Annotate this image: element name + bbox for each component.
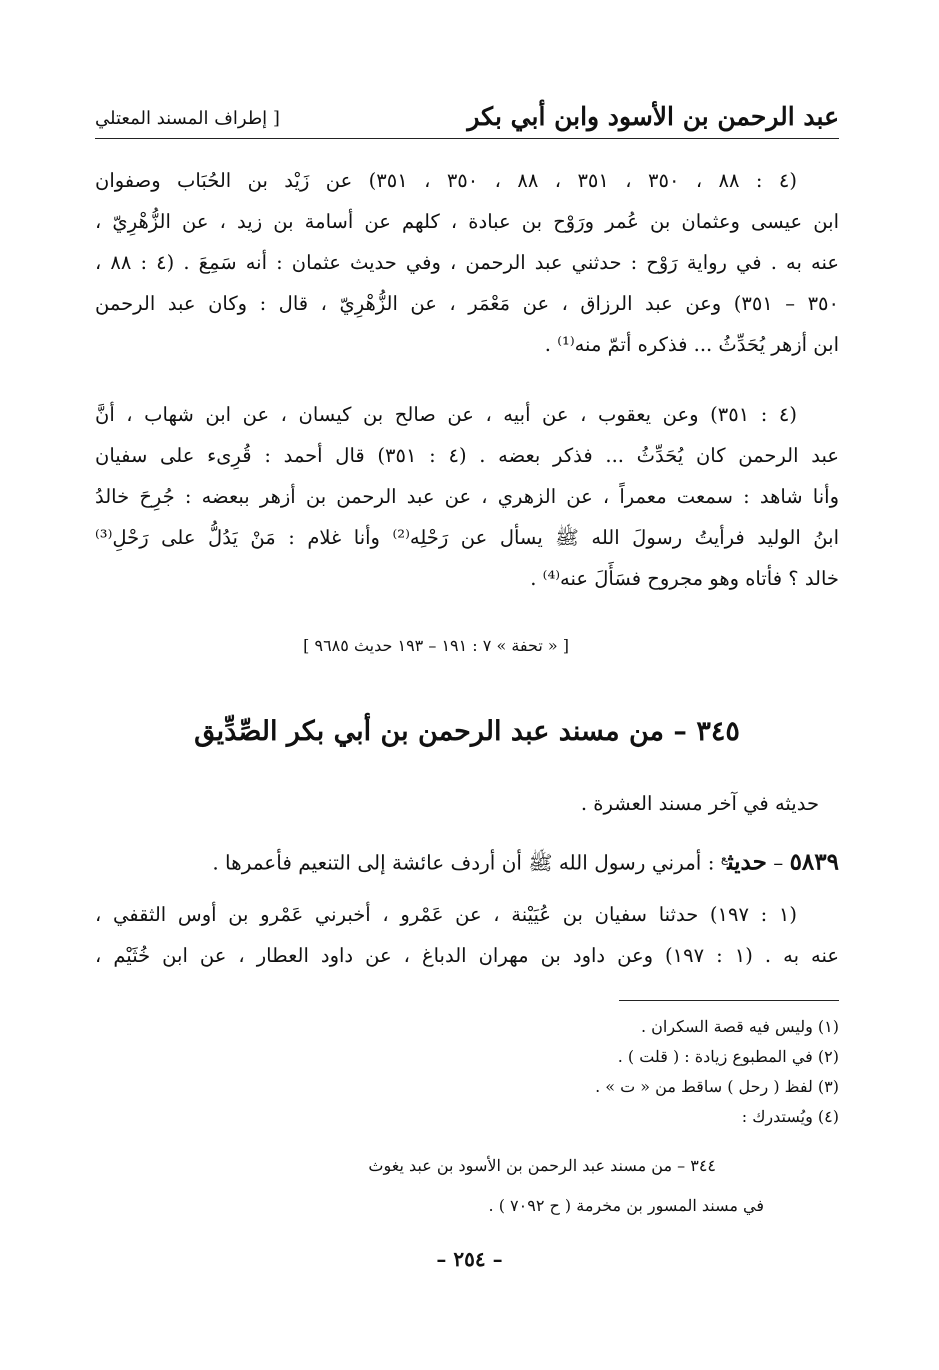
hadith-heading	[95, 836, 839, 885]
section-subtitle: حديثه في آخر مسند العشرة .	[580, 792, 819, 815]
text-line: عنه به . في رواية رَوْح : حدثني عبد الرحمن ، وفي حديث عثمان : أنه سَمِعَ . (٤ : ٨٨ ،	[95, 251, 839, 274]
text-line: (٤ : ٣٥١) وعن يعقوب ، عن أبيه ، عن صالح بن كيسان ، عن ابن شهاب ، أنَّ	[95, 403, 797, 426]
addendum-line: في مسند المسور بن مخرمة ( ح ٧٠٩٢ ) .	[488, 1196, 764, 1215]
paragraph-1	[95, 160, 839, 365]
text-line: خالد ؟ فأتاه وهو مجروح فسَأَلَ عنه⁽⁴⁾ .	[530, 567, 839, 590]
text-line: ابن عيسى وعثمان بن عُمر ورَوْح بن عبادة ، كلهم عن أسامة بن زيد ، عن الزُّهْرِيّ ،	[95, 210, 839, 233]
footnote: (١) وليس فيه قصة السكران .	[640, 1017, 839, 1036]
page-number: – ٢٥٤ –	[436, 1247, 503, 1271]
paragraph-2	[95, 394, 839, 599]
book-title: [ إطراف المسند المعتلي	[95, 108, 280, 129]
tuhfa-reference: [ « تحفة » ٧ : ١٩١ – ١٩٣ حديث ٩٦٨٥ ]	[303, 636, 569, 655]
text-line: عنه به . (١ : ١٩٧) وعن داود بن مهران الدباغ ، عن داود العطار ، عن ابن خُثَيْم ،	[95, 944, 839, 967]
hadith-dash: –	[773, 850, 784, 875]
hadith-number: ٥٨٣٩	[789, 848, 839, 876]
paragraph-3	[95, 894, 839, 976]
footnote: (٢) في المطبوع زيادة : ( قلت ) .	[617, 1047, 839, 1066]
text-line: ابنُ الوليد فرأيتُ رسولَ الله ﷺ يسأل عن رَحْلِه⁽²⁾ وأنا غلام : مَنْ يَدُلُّ على رَحْلِ⁽³⁾	[95, 526, 839, 549]
hadith-keyword: حديث	[727, 848, 767, 876]
hadith-text: : أمرني رسول الله ﷺ أن أردف عائشة إلى التنعيم فأعمرها .	[212, 850, 715, 875]
footnote: (٣) لفظ ( رحل ) ساقط من « ت » .	[595, 1077, 839, 1096]
running-title: عبد الرحمن بن الأسود وابن أبي بكر	[467, 102, 839, 131]
hadith-mark: ع	[720, 851, 728, 865]
footnote-divider	[619, 1000, 839, 1001]
section-title: ٣٤٥ – من مسند عبد الرحمن بن أبي بكر الصِّدِّيق	[194, 716, 740, 747]
addendum-line: ٣٤٤ – من مسند عبد الرحمن بن الأسود بن عبد يغوث	[368, 1156, 716, 1175]
text-line: ٣٥٠ – ٣٥١) وعن عبد الرزاق ، عن مَعْمَر ، عن الزُّهْرِيّ ، قال : وكان عبد الرحمن	[95, 292, 839, 315]
footnotes	[99, 1012, 839, 1132]
text-line: وأنا شاهد : سمعت معمراً ، عن الزهري ، عن عبد الرحمن بن أزهر ببعضه : جُرِحَ خالدُ	[95, 485, 839, 508]
page-header	[95, 98, 839, 139]
footnote: (٤) ويُستدرك :	[741, 1107, 839, 1126]
text-line: عبد الرحمن كان يُحَدِّثُ ... فذكر بعضه . (٤ : ٣٥١) قال أحمد : قُرِىء على سفيان	[95, 444, 839, 467]
text-line: (١ : ١٩٧) حدثنا سفيان بن عُيَيْنة ، عن عَمْرو ، أخبرني عَمْرو بن أوس الثقفي ،	[95, 903, 797, 926]
text-line: ابن أزهر يُحَدِّثُ ... فذكره أتمّ منه⁽¹⁾ .	[544, 333, 839, 356]
text-line: (٤ : ٨٨ ، ٣٥٠ ، ٣٥١ ، ٨٨ ، ٣٥٠ ، ٣٥١) عن زَيْد بن الحُبَاب وصفوان	[95, 169, 797, 192]
